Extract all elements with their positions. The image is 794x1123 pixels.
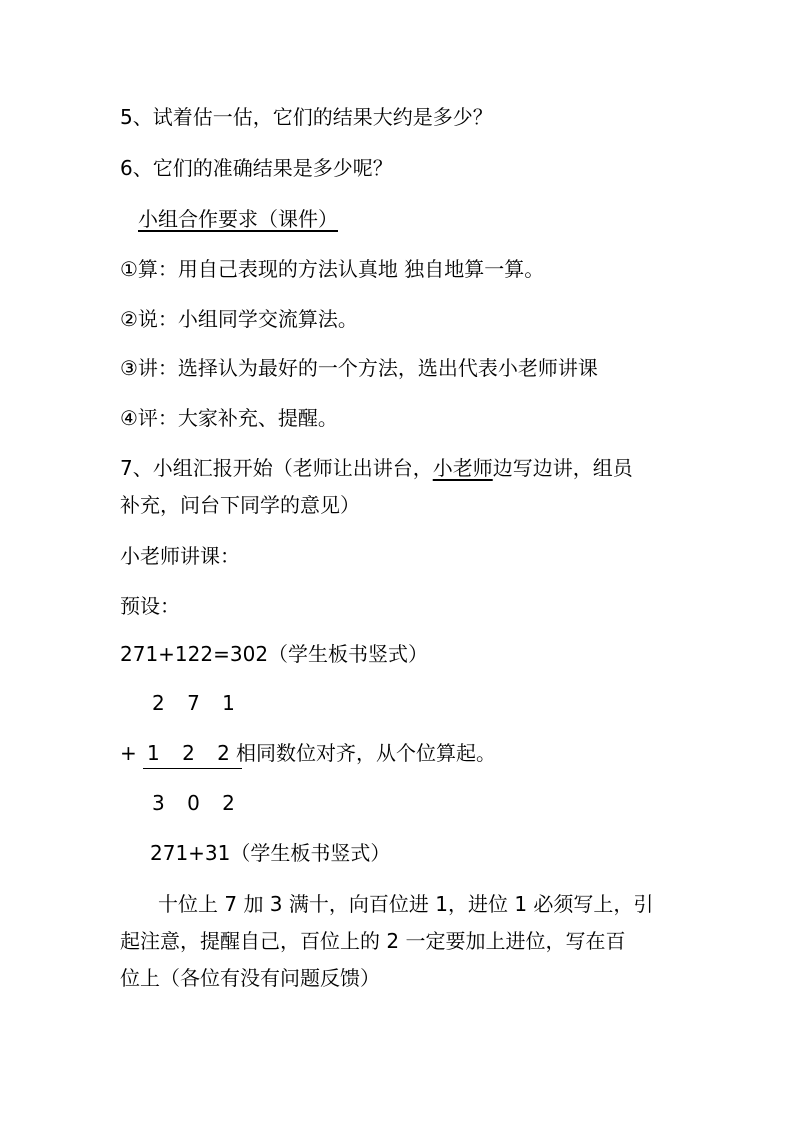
q7-underlined: 小老师 xyxy=(432,456,493,480)
vertical-top-number: 2 7 1 xyxy=(152,691,243,715)
vertical-plus-sign: + xyxy=(120,741,137,765)
q7-line xyxy=(120,455,633,481)
paragraph-line-2: 起注意，提醒自己，百位上的 2 一定要加上进位，写在百 xyxy=(120,929,626,953)
q7-line-2: 补充，问台下同学的意见） xyxy=(120,493,360,517)
paragraph-line-3: 位上（各位有没有问题反馈） xyxy=(120,966,380,990)
q7-text-a: 7、小组汇报开始（老师让出讲台， xyxy=(120,456,433,480)
paragraph-line-1: 十位上 7 加 3 满十，向百位进 1，进位 1 必须写上，引 xyxy=(158,892,654,916)
q5-line: 5、试着估一估，它们的结果大约是多少？ xyxy=(120,105,493,129)
vertical-result: 3 0 2 xyxy=(152,791,243,815)
rule-1: ①算：用自己表现的方法认真地 独自地算一算。 xyxy=(120,257,545,281)
addend-underlined: 1 2 2 xyxy=(143,740,242,769)
rule-2: ②说：小组同学交流算法。 xyxy=(120,307,358,331)
group-requirement-heading: 小组合作要求（课件） xyxy=(138,207,338,231)
equation-2: 271+31（学生板书竖式） xyxy=(150,841,391,865)
q7-text-b: 边写边讲，组员 xyxy=(492,456,633,480)
equation-1: 271+122=302（学生板书竖式） xyxy=(120,642,429,666)
vertical-addend xyxy=(143,740,242,769)
vertical-note: 相同数位对齐，从个位算起。 xyxy=(236,741,496,765)
rule-4: ④评：大家补充、提醒。 xyxy=(120,406,338,430)
preset-heading: 预设： xyxy=(120,594,180,618)
q6-line: 6、它们的准确结果是多少呢？ xyxy=(120,156,393,180)
rule-3: ③讲：选择认为最好的一个方法，选出代表小老师讲课 xyxy=(120,356,598,380)
teacher-heading: 小老师讲课： xyxy=(120,544,240,568)
